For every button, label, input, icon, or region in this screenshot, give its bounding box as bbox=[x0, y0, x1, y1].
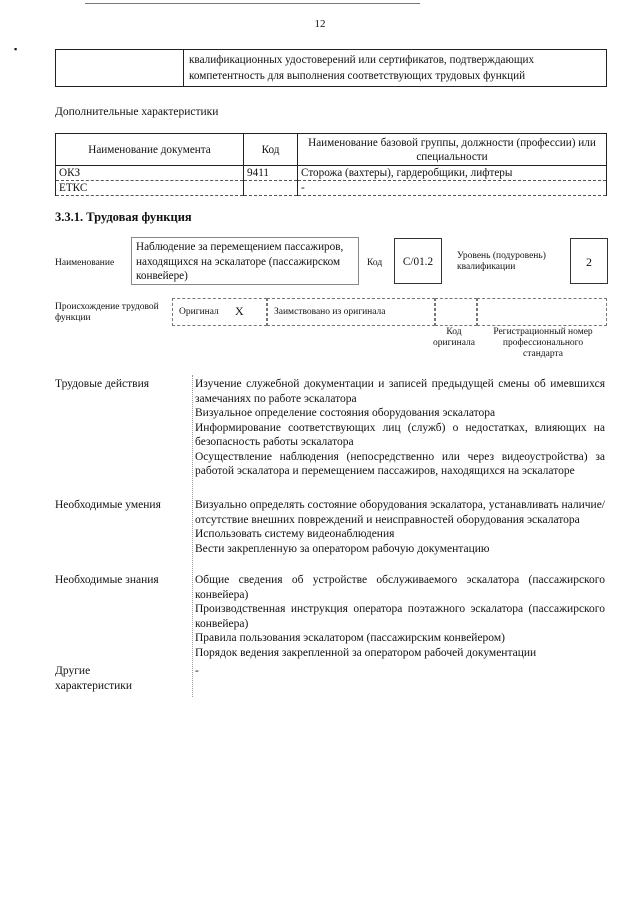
list-item: Порядок ведения закрепленной за оператором рабочей документации bbox=[195, 646, 537, 659]
row-doc: ЕТКС bbox=[56, 181, 244, 196]
list-item: Осуществление наблюдения (непосредственно или через видеоустройства) за работой эскалатора и перемещением пассажиров, находящихся на эскалаторе bbox=[195, 450, 605, 477]
row-name: Сторожа (вахтеры), гардеробщики, лифтеры bbox=[298, 166, 607, 181]
knowledge-list bbox=[195, 573, 605, 660]
table-row bbox=[56, 166, 607, 181]
section-heading: 3.3.1. Трудовая функция bbox=[55, 210, 192, 224]
original-mark: X bbox=[235, 304, 244, 318]
carryover-divider bbox=[183, 50, 184, 86]
page-number: 12 bbox=[314, 18, 326, 30]
list-item: Общие сведения об устройстве обслуживаемого эскалатора (пассажирского конвейера) bbox=[195, 574, 605, 601]
knowledge-label: Необходимые знания bbox=[55, 574, 159, 586]
header-code: Код bbox=[244, 134, 298, 166]
borrowed-cell bbox=[267, 298, 435, 326]
origin-label: Происхождение трудовой функции bbox=[55, 302, 159, 323]
list-item: Визуально определять состояние оборудования эскалатора, устанавливать наличие/отсутствие внешних повреждений и неисправностей оборудования эскалатора bbox=[195, 499, 605, 526]
labor-actions-label: Трудовые действия bbox=[55, 378, 150, 390]
list-item: Информирование соответствующих лиц (служб) о недостатках, влияющих на безопасность работы эскалатора bbox=[195, 421, 605, 448]
additional-table-header bbox=[56, 134, 607, 166]
borrowed-label: Заимствовано из оригинала bbox=[274, 307, 386, 317]
other-label: Другие характеристики bbox=[55, 665, 133, 692]
other-value: - bbox=[195, 665, 199, 677]
row-code: 9411 bbox=[244, 166, 298, 181]
list-item: Вести закрепленную за оператором рабочую документацию bbox=[195, 542, 490, 555]
top-rule bbox=[85, 3, 420, 4]
labor-actions-list bbox=[195, 377, 605, 479]
list-item: Правила пользования эскалатором (пассажирским конвейером) bbox=[195, 632, 505, 644]
name-label: Наименование bbox=[55, 258, 115, 268]
list-item: Изучение служебной документации и записей предыдущей смены об имевшихся замечаниях по работе эскалатора bbox=[195, 378, 605, 405]
header-group-name: Наименование базовой группы, должности (профессии) или специальности bbox=[298, 134, 607, 166]
level-value: 2 bbox=[570, 238, 608, 284]
original-label: Оригинал bbox=[179, 307, 219, 317]
row-doc: ОКЗ bbox=[56, 166, 244, 181]
reg-num-cell bbox=[477, 298, 607, 326]
original-cell bbox=[172, 298, 267, 326]
column-divider bbox=[192, 375, 193, 697]
margin-dot: ▪ bbox=[14, 44, 18, 54]
skills-list bbox=[195, 498, 605, 556]
list-item: Использовать систему видеонаблюдения bbox=[195, 528, 395, 540]
orig-code-label: Код оригинала bbox=[433, 327, 475, 348]
code-label: Код bbox=[367, 258, 383, 268]
function-name: Наблюдение за перемещением пассажиров, находящихся на эскалаторе (пассажирском конвейере) bbox=[131, 237, 359, 285]
carryover-text: квалификационных удостоверений или сертификатов, подтверждающих компетентность для выполнения соответствующих трудовых функций bbox=[189, 54, 535, 82]
reg-num-label: Регистрационный номер профессионального стандарта bbox=[493, 327, 593, 359]
list-item: Производственная инструкция оператора поэтажного эскалатора (пассажирского конвейера) bbox=[195, 603, 605, 630]
additional-table bbox=[55, 133, 607, 196]
function-code: C/01.2 bbox=[394, 238, 442, 284]
carryover-table bbox=[55, 49, 607, 87]
header-doc-name: Наименование документа bbox=[56, 134, 244, 166]
row-code bbox=[244, 181, 298, 196]
table-row bbox=[56, 181, 607, 196]
orig-code-cell bbox=[435, 298, 477, 326]
level-label: Уровень (подуровень) квалификации bbox=[457, 251, 546, 272]
row-name: - bbox=[298, 181, 607, 196]
list-item: Визуальное определение состояния оборудования эскалатора bbox=[195, 407, 496, 419]
skills-label: Необходимые умения bbox=[55, 499, 161, 511]
additional-title: Дополнительные характеристики bbox=[55, 106, 219, 118]
